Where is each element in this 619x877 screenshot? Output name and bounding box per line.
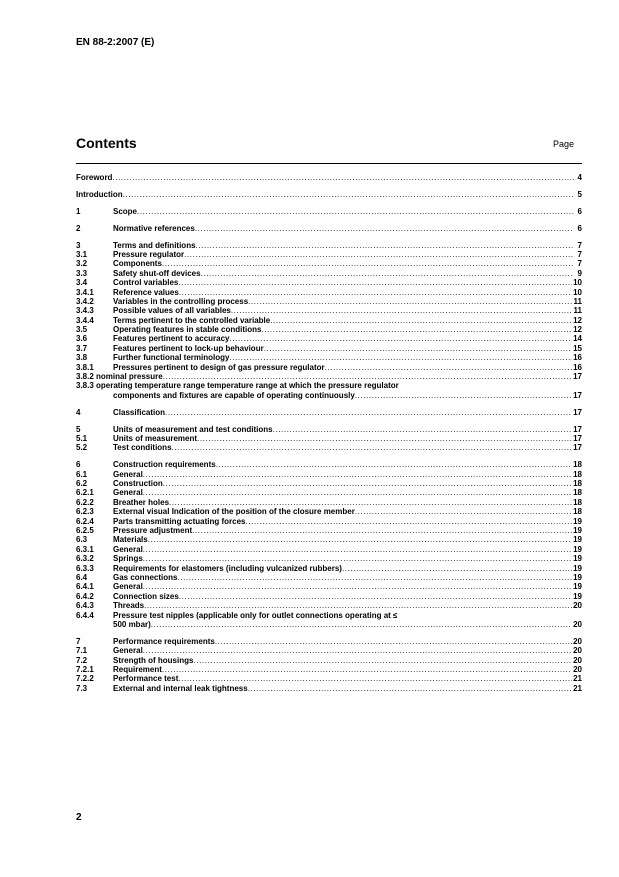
toc-entry-number: 1 [76, 206, 81, 216]
divider [76, 163, 582, 164]
toc-entry-number: 6 [76, 460, 81, 470]
toc-entry[interactable] [76, 517, 582, 526]
toc-entry[interactable] [76, 637, 582, 646]
toc-entry-title: General ..... [113, 646, 574, 655]
toc-entry-title: 3.8.2 nominal pressure ..... [76, 372, 574, 381]
toc-entry-number: 6.2 [76, 479, 88, 489]
toc-entry-page: 21 [573, 674, 582, 684]
toc-entry-page: 16 [573, 362, 582, 372]
toc-entry-page: 18 [573, 497, 582, 507]
toc-entry-title: Pressure test nipples (applicable only for outlet connections operating at ≤ [113, 610, 398, 620]
toc-entry-number: 5 [76, 424, 81, 434]
toc-entry-page: 19 [573, 554, 582, 564]
toc-entry-title: Materials ..... [113, 535, 574, 544]
toc-entry[interactable] [76, 190, 582, 199]
toc-entry[interactable] [76, 646, 582, 655]
toc-entry-title: Springs ..... [113, 554, 574, 563]
toc-entry[interactable] [76, 316, 582, 325]
toc-entry-number: 6.4.4 [76, 610, 94, 620]
toc-entry-number: 6.2.1 [76, 488, 94, 498]
toc-entry-page: 7 [577, 259, 582, 269]
toc-entry-number: 6.2.4 [76, 516, 94, 526]
toc-entry-page: 21 [573, 683, 582, 693]
toc-entry-title: Requirement ..... [113, 665, 574, 674]
toc-entry-page: 20 [573, 655, 582, 665]
toc-entry-number: 7.3 [76, 683, 88, 693]
toc-entry-title: Possible values of all variables ..... [113, 306, 574, 315]
toc-entry-page: 12 [573, 325, 582, 335]
toc-entry-page: 19 [573, 591, 582, 601]
toc-entry[interactable] [76, 297, 582, 306]
toc-entry-page: 6 [577, 223, 582, 233]
toc-entry[interactable] [76, 526, 582, 535]
toc-entry-page: 18 [573, 469, 582, 479]
toc-entry-number: 3.1 [76, 249, 88, 259]
toc-entry-page: 17 [573, 390, 582, 400]
toc-entry-title: General ..... [113, 545, 574, 554]
toc-entry[interactable] [76, 665, 582, 674]
toc-entry-page: 19 [573, 516, 582, 526]
toc-entry[interactable] [76, 545, 582, 554]
toc-entry-number: 3.6 [76, 334, 88, 344]
toc-entry-page: 20 [573, 646, 582, 656]
toc-entry-page: 12 [573, 315, 582, 325]
toc-entry-number: 3 [76, 240, 81, 250]
toc-entry-page: 6 [577, 206, 582, 216]
toc-entry[interactable] [76, 259, 582, 268]
toc-entry[interactable] [76, 250, 582, 259]
toc-entry-number: 6.3.3 [76, 563, 94, 573]
toc-entry-title: Terms pertinent to the controlled variable ..... [113, 316, 574, 325]
toc-entry-page: 17 [573, 443, 582, 453]
toc-entry[interactable] [76, 241, 582, 250]
page-column-label: Page [553, 139, 575, 149]
toc-entry-page: 5 [577, 189, 582, 199]
toc-entry-title-continued: 500 mbar) ..... [113, 620, 574, 629]
toc-entry-page: 20 [573, 601, 582, 611]
toc-entry-number: 7.2.1 [76, 664, 94, 674]
toc-entry[interactable] [76, 554, 582, 563]
toc-entry-title: Pressure regulator ..... [113, 250, 574, 259]
toc-entry-number: 6.2.5 [76, 526, 94, 536]
toc-entry[interactable] [76, 306, 582, 315]
toc-entry-title: Terms and definitions ..... [113, 241, 574, 250]
toc-entry-title: Construction requirements ..... [113, 460, 574, 469]
toc-entry[interactable] [76, 372, 582, 381]
toc-entry-number: 5.1 [76, 434, 88, 443]
toc-entry-number: 3.4.4 [76, 315, 94, 325]
toc-entry-title: Breather holes ..... [113, 498, 574, 507]
toc-entry-number: 3.7 [76, 343, 88, 353]
toc-entry-number: 6.2.2 [76, 497, 94, 507]
toc-entry-page: 17 [573, 372, 582, 382]
toc-entry[interactable] [76, 207, 582, 216]
toc-entry-title: General ..... [113, 582, 574, 591]
toc-entry[interactable] [76, 498, 582, 507]
toc-entry-number: 6.3 [76, 535, 88, 545]
toc-entry[interactable] [76, 674, 582, 683]
toc-entry-number: 2 [76, 223, 81, 233]
toc-entry-title: Connection sizes ..... [113, 592, 574, 601]
toc-entry-title: Components ..... [113, 259, 574, 268]
table-of-contents [76, 173, 582, 693]
toc-entry[interactable] [76, 601, 582, 610]
toc-entry-title: Operating features in stable conditions ..... [113, 325, 574, 334]
toc-entry-title: Parts transmitting actuating forces ..... [113, 517, 574, 526]
toc-entry[interactable] [76, 656, 582, 665]
toc-entry-title: Units of measurement and test conditions ..... [113, 425, 574, 434]
toc-entry[interactable] [76, 573, 582, 582]
toc-entry-page: 9 [577, 268, 582, 278]
toc-entry[interactable] [76, 479, 582, 488]
toc-entry-title: Threads ..... [113, 601, 574, 610]
toc-entry[interactable] [76, 325, 582, 334]
toc-entry[interactable] [76, 434, 582, 443]
toc-entry-page: 17 [573, 407, 582, 417]
toc-entry-title: Gas connections ..... [113, 573, 574, 582]
toc-entry[interactable] [76, 269, 582, 278]
toc-entry-title: Units of measurement ..... [113, 434, 574, 443]
toc-entry-page: 11 [573, 296, 582, 306]
toc-entry[interactable] [76, 425, 582, 434]
page-number: 2 [76, 812, 82, 823]
toc-entry-page: 18 [573, 507, 582, 517]
toc-entry-title: Requirements for elastomers (including vulcanized rubbers) ..... [113, 564, 574, 573]
toc-entry[interactable] [76, 173, 582, 182]
toc-entry-number: 6.2.3 [76, 507, 94, 517]
toc-entry-page: 18 [573, 479, 582, 489]
toc-entry-page: 4 [577, 173, 582, 182]
toc-entry[interactable] [76, 443, 582, 452]
toc-entry-title: General ..... [113, 470, 574, 479]
toc-entry-title: components and fixtures are capable of operating continuously ..... [113, 391, 574, 400]
toc-entry-number: 7.1 [76, 646, 88, 656]
toc-entry-page: 18 [573, 488, 582, 498]
toc-entry[interactable] [76, 363, 582, 372]
toc-entry[interactable] [76, 460, 582, 469]
toc-entry[interactable] [76, 535, 582, 544]
toc-entry-number: 3.4 [76, 278, 88, 288]
page-title: Contents [76, 135, 137, 151]
toc-entry-number: 3.8.1 [76, 362, 94, 372]
toc-entry-title: Safety shut-off devices ..... [113, 269, 574, 278]
toc-entry-number: 6.4 [76, 572, 88, 582]
toc-entry-page: 11 [573, 306, 582, 316]
toc-entry[interactable] [76, 564, 582, 573]
toc-entry-page: 14 [573, 334, 582, 344]
toc-entry-number: 7.2.2 [76, 674, 94, 684]
toc-entry-page: 18 [573, 460, 582, 470]
toc-entry[interactable] [76, 278, 582, 287]
toc-entry[interactable] [76, 381, 582, 400]
toc-entry-page: 19 [573, 544, 582, 554]
toc-entry-page: 19 [573, 572, 582, 582]
toc-entry[interactable] [76, 488, 582, 497]
toc-entry-number: 3.4.1 [76, 287, 94, 297]
toc-entry-heading: 3.8.3 operating temperature range temperature range at which the pressure regulator [76, 381, 399, 391]
toc-entry-number: 7.2 [76, 655, 88, 665]
toc-entry[interactable] [76, 507, 582, 516]
toc-entry-title: Pressures pertinent to design of gas pressure regulator ..... [113, 363, 574, 372]
toc-entry-title: Performance test ..... [113, 674, 574, 683]
toc-entry-title: Foreword ..... [76, 173, 574, 182]
toc-entry-title: Control variables ..... [113, 278, 574, 287]
toc-entry-title: Performance requirements ..... [113, 637, 574, 646]
toc-entry-page: 10 [573, 278, 582, 288]
toc-entry-number: 6.4.2 [76, 591, 94, 601]
toc-entry-number: 5.2 [76, 443, 88, 453]
toc-entry-title: Reference values ..... [113, 288, 574, 297]
toc-entry-page: 7 [577, 249, 582, 259]
toc-entry-page: 19 [573, 563, 582, 573]
toc-entry-title: Construction ..... [113, 479, 574, 488]
toc-entry[interactable] [76, 582, 582, 591]
toc-entry-number: 3.8 [76, 353, 88, 363]
toc-entry-title: Test conditions ..... [113, 443, 574, 452]
toc-entry-number: 6.4.1 [76, 582, 94, 592]
toc-entry-number: 6.3.2 [76, 554, 94, 564]
toc-entry-page: 20 [573, 636, 582, 646]
toc-entry-number: 6.4.3 [76, 601, 94, 611]
toc-entry-page: 10 [573, 287, 582, 297]
toc-entry[interactable] [76, 353, 582, 362]
toc-entry-page: 15 [573, 343, 582, 353]
toc-entry[interactable] [76, 684, 582, 693]
toc-entry[interactable] [76, 224, 582, 233]
toc-entry-number: 6.1 [76, 469, 88, 479]
toc-entry-number: 7 [76, 636, 81, 646]
toc-entry[interactable] [76, 334, 582, 343]
toc-entry-title: Introduction ..... [76, 190, 574, 199]
toc-entry-number: 4 [76, 407, 81, 417]
toc-entry-number: 3.4.2 [76, 296, 94, 306]
toc-entry-page: 19 [573, 526, 582, 536]
toc-entry-number: 6.3.1 [76, 544, 94, 554]
toc-entry-page: 19 [573, 535, 582, 545]
toc-entry-title: Strength of housings ..... [113, 656, 574, 665]
toc-entry-title: Pressure adjustment ..... [113, 526, 574, 535]
toc-entry-title: Classification ..... [113, 408, 574, 417]
toc-entry-title: External and internal leak tightness ..... [113, 684, 574, 693]
toc-entry[interactable] [76, 611, 582, 630]
toc-entry-page: 20 [573, 619, 582, 629]
toc-entry[interactable] [76, 408, 582, 417]
toc-entry-page: 19 [573, 582, 582, 592]
toc-entry-title: Further functional terminology ..... [113, 353, 574, 362]
toc-entry-page: 20 [573, 664, 582, 674]
toc-entry-page: 17 [573, 434, 582, 443]
toc-entry-page: 17 [573, 424, 582, 434]
toc-entry[interactable] [76, 592, 582, 601]
toc-entry-title: Scope ..... [113, 207, 574, 216]
toc-entry-title: General ..... [113, 488, 574, 497]
toc-entry-number: 3.3 [76, 268, 88, 278]
toc-entry-title: Normative references ..... [113, 224, 574, 233]
toc-entry[interactable] [76, 470, 582, 479]
toc-entry-number: 3.2 [76, 259, 88, 269]
toc-entry-title: Features pertinent to lock-up behaviour ..... [113, 344, 574, 353]
toc-entry-number: 3.4.3 [76, 306, 94, 316]
toc-entry-title: External visual Indication of the position of the closure member ..... [113, 507, 574, 516]
toc-entry-number: 3.5 [76, 325, 88, 335]
toc-entry-page: 16 [573, 353, 582, 363]
document-id: EN 88-2:2007 (E) [76, 37, 155, 48]
toc-entry-title: Features pertinent to accuracy ..... [113, 334, 574, 343]
toc-entry[interactable] [76, 288, 582, 297]
toc-entry-page: 7 [577, 240, 582, 250]
toc-entry-title: Variables in the controlling process ..... [113, 297, 574, 306]
toc-entry[interactable] [76, 344, 582, 353]
